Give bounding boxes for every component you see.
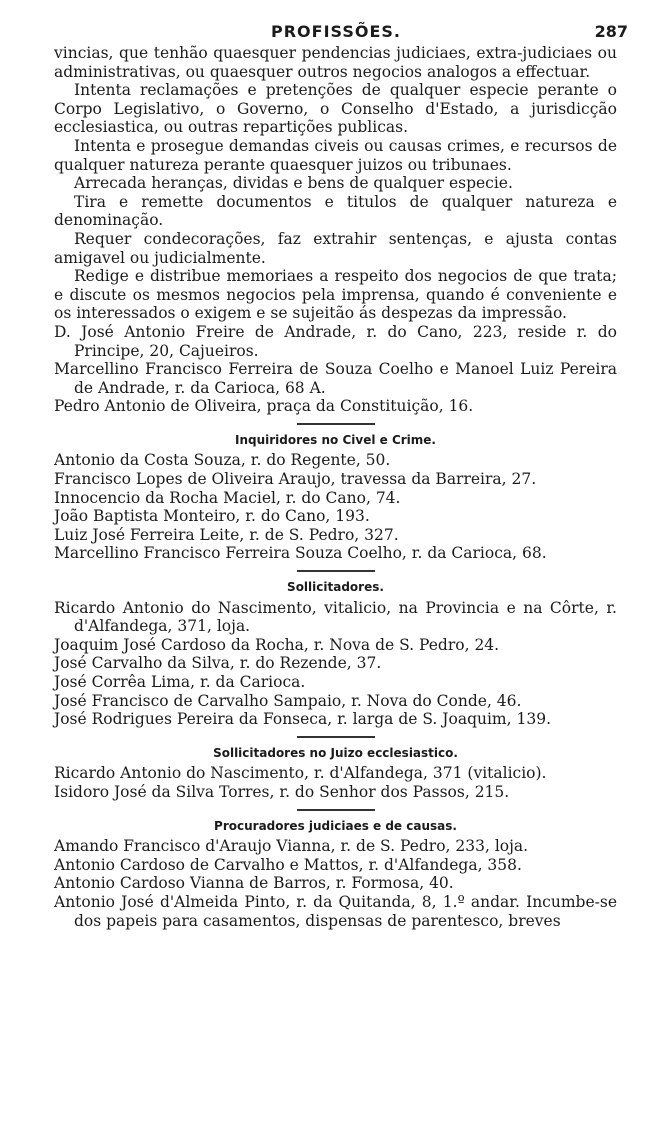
- list-item: Francisco Lopes de Oliveira Araujo, travessa da Barreira, 27.: [54, 470, 537, 489]
- section-divider: [297, 570, 375, 572]
- intro-paragraph: Arrecada heranças, dividas e bens de qualquer especie.: [74, 174, 513, 193]
- intro-paragraph: Requer condecorações, faz extrahir sentenças, e ajusta contas amigavel ou judicialmente.: [54, 229, 617, 267]
- list-item: D. José Antonio Freire de Andrade, r. do Cano, 223, reside r. do Principe, 20, Cajueiros.: [54, 322, 617, 360]
- section-heading: Inquiridores no Civel e Crime.: [235, 432, 436, 447]
- list-item: Luiz José Ferreira Leite, r. de S. Pedro, 327.: [54, 525, 399, 544]
- list-item: Innocencio da Rocha Maciel, r. do Cano, 74.: [54, 488, 401, 507]
- list-item: Amando Francisco d'Araujo Vianna, r. de S. Pedro, 233, loja.: [54, 837, 529, 856]
- list-item: José Corrêa Lima, r. da Carioca.: [54, 673, 306, 691]
- intro-paragraph: Redige e distribue memoriaes a respeito dos negocios de que trata; e discute os mesmos negocios pela imprensa, quando é conveniente e os interessados o exigem e se sujeitão ás despezas da impressão.: [54, 267, 617, 323]
- list-item: Joaquim José Cardoso da Rocha, r. Nova de S. Pedro, 24.: [54, 635, 500, 654]
- list-item: José Francisco de Carvalho Sampaio, r. Nova do Conde, 46.: [54, 691, 522, 710]
- list-item: Antonio Cardoso Vianna de Barros, r. Formosa, 40.: [54, 874, 454, 893]
- section-heading: Procuradores judiciaes e de causas.: [214, 818, 457, 833]
- intro-paragraph: Tira e remette documentos e titulos de qualquer natureza e denominação.: [54, 192, 617, 230]
- section-heading: Sollicitadores.: [287, 580, 384, 595]
- list-item: João Baptista Monteiro, r. do Cano, 193.: [54, 507, 370, 526]
- list-item: José Rodrigues Pereira da Fonseca, r. larga de S. Joaquim, 139.: [54, 710, 551, 729]
- intro-paragraph: Intenta e prosegue demandas civeis ou causas crimes, e recursos de qualquer natureza perante quaesquer juizos ou tribunaes.: [54, 136, 617, 174]
- intro-paragraph: vincias, que tenhão quaesquer pendencias judiciaes, extra-judiciaes ou administrativas, ou quaesquer outros negocios analogos a effectuar.: [54, 44, 617, 81]
- list-item: Marcellino Francisco Ferreira de Souza Coelho e Manoel Luiz Pereira de Andrade, r. da Carioca, 68 A.: [54, 360, 617, 397]
- list-item: Antonio da Costa Souza, r. do Regente, 50.: [54, 451, 391, 470]
- list-item: Ricardo Antonio do Nascimento, vitalicio, na Provincia e na Côrte, r. d'Alfandega, 371, loja.: [54, 598, 617, 636]
- section-divider: [297, 736, 375, 738]
- list-item: Ricardo Antonio do Nascimento, r. d'Alfandega, 371 (vitalicio).: [54, 764, 547, 783]
- list-item: Antonio Cardoso de Carvalho e Mattos, r. d'Alfandega, 358.: [54, 855, 522, 874]
- intro-paragraph: Intenta reclamações e pretenções de qualquer especie perante o Corpo Legislativo, o Governo, o Conselho d'Estado, a jurisdicção ecclesiastica, ou outras repartições publicas.: [54, 81, 617, 137]
- running-title: PROFISSÕES.: [271, 22, 401, 41]
- list-item: José Carvalho da Silva, r. do Rezende, 37.: [54, 654, 382, 673]
- section-divider: [297, 423, 375, 425]
- section-divider: [297, 809, 375, 811]
- list-item: Isidoro José da Silva Torres, r. do Senhor dos Passos, 215.: [54, 782, 510, 801]
- list-item: Antonio José d'Almeida Pinto, r. da Quitanda, 8, 1.º andar. Incumbe-se dos papeis para casamentos, dispensas de parentesco, breves: [54, 892, 617, 930]
- section-heading: Sollicitadores no Juizo ecclesiastico.: [213, 745, 458, 760]
- list-item: Marcellino Francisco Ferreira Souza Coelho, r. da Carioca, 68.: [54, 544, 547, 563]
- list-item: Pedro Antonio de Oliveira, praça da Constituição, 16.: [54, 397, 474, 416]
- page-body: [54, 44, 617, 930]
- page-number: 287: [594, 22, 628, 41]
